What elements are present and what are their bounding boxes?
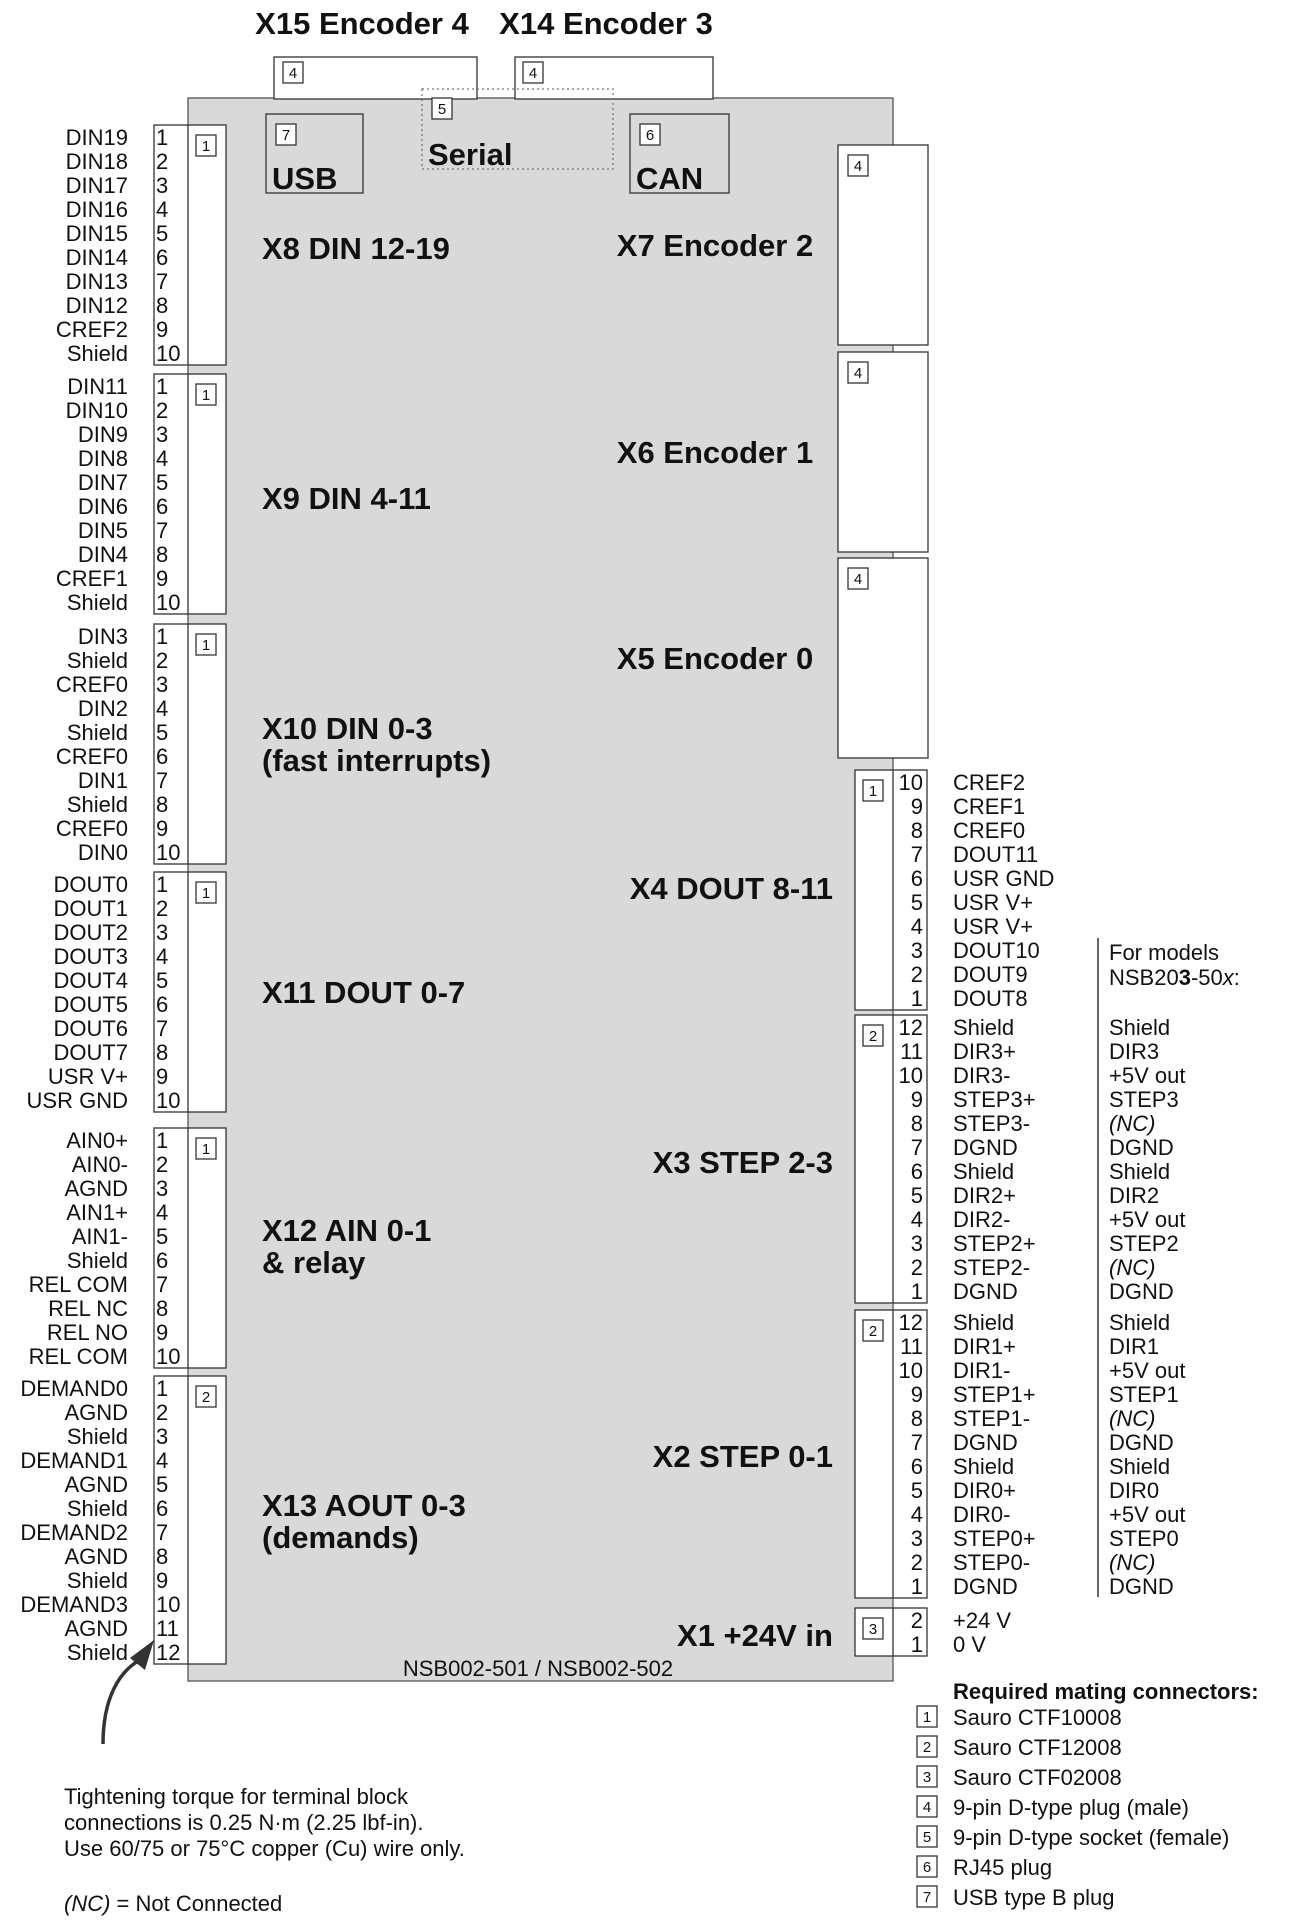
- torque-arrow-shaft: [103, 1660, 140, 1744]
- left-pin-number: 10: [156, 1344, 181, 1369]
- legend-item-text: 9-pin D-type socket (female): [953, 1825, 1230, 1850]
- alt-model-pin-label: (NC): [1109, 1111, 1156, 1136]
- left-pin-number: 2: [156, 1152, 169, 1177]
- left-pin-number: 10: [156, 1088, 181, 1113]
- left-pin-number: 4: [156, 1200, 169, 1225]
- right-pin-label: USR V+: [953, 890, 1034, 915]
- left-pin-number: 10: [156, 590, 181, 615]
- left-pin-number: 7: [156, 1272, 169, 1297]
- legend-title: Required mating connectors:: [953, 1679, 1259, 1704]
- right-pin-number: 6: [910, 1159, 923, 1184]
- legend-item-7-badge-number: 7: [922, 1889, 932, 1906]
- left-terminal-block-3-title: X10 DIN 0-3: [262, 711, 433, 746]
- left-pin-number: 4: [156, 696, 169, 721]
- top-connector-1-title: X15 Encoder 4: [255, 6, 469, 41]
- left-pin-label: DEMAND1: [20, 1448, 128, 1473]
- right-pin-number: 9: [910, 1382, 923, 1407]
- left-pin-number: 4: [156, 1448, 169, 1473]
- encoder-connector-1-title: X6 Encoder 1: [616, 435, 814, 470]
- left-pin-number: 5: [156, 221, 169, 246]
- left-terminal-block-4-type-number: 1: [201, 885, 211, 902]
- right-pin-number: 8: [910, 1111, 923, 1136]
- alt-models-note-part: -50: [1190, 965, 1223, 990]
- left-pin-label: AGND: [64, 1472, 128, 1497]
- left-pin-number: 2: [156, 149, 169, 174]
- left-terminal-block-6-type-number: 2: [201, 1389, 211, 1406]
- right-pin-label: Shield: [953, 1454, 1015, 1479]
- top-connector-2-title: X14 Encoder 3: [499, 6, 713, 41]
- right-pin-label: CREF1: [953, 794, 1026, 819]
- left-pin-label: DIN3: [77, 624, 128, 649]
- left-pin-label: DIN1: [77, 768, 128, 793]
- left-pin-label: DIN9: [77, 422, 128, 447]
- left-pin-label: REL COM: [28, 1344, 128, 1369]
- left-pin-label: DIN5: [77, 518, 128, 543]
- left-pin-label: DIN15: [65, 221, 128, 246]
- alt-model-pin-label: DIR0: [1109, 1478, 1160, 1503]
- alt-model-pin-label: (NC): [1109, 1255, 1156, 1280]
- left-pin-label: Shield: [66, 1568, 128, 1593]
- right-pin-number: 8: [910, 818, 923, 843]
- right-pin-label: DIR1-: [953, 1358, 1011, 1383]
- left-pin-number: 6: [156, 1248, 169, 1273]
- nc-note-text: = Not Connected: [110, 1891, 283, 1916]
- left-pin-number: 8: [156, 1544, 169, 1569]
- right-pin-label: CREF2: [953, 770, 1026, 795]
- right-pin-number: 10: [898, 770, 923, 795]
- serial-label: Serial: [428, 137, 513, 172]
- right-pin-number: 10: [898, 1063, 923, 1088]
- right-pin-label: DIR0+: [953, 1478, 1016, 1503]
- top-connector-2-type-number: 4: [528, 65, 538, 82]
- encoder-connector-0-title: X7 Encoder 2: [616, 228, 814, 263]
- left-pin-label: Shield: [66, 341, 128, 366]
- alt-model-pin-label: DGND: [1109, 1574, 1174, 1599]
- left-pin-number: 7: [156, 1016, 169, 1041]
- alt-model-pin-label: +5V out: [1109, 1063, 1186, 1088]
- left-pin-label: DIN18: [65, 149, 128, 174]
- left-pin-label: DIN11: [67, 374, 128, 399]
- right-pin-number: 9: [910, 1087, 923, 1112]
- left-pin-label: DIN8: [77, 446, 128, 471]
- left-pin-label: DOUT0: [53, 872, 128, 897]
- legend-item-text: 9-pin D-type plug (male): [953, 1795, 1189, 1820]
- right-pin-number: 3: [910, 1526, 923, 1551]
- usb-label: USB: [272, 161, 338, 196]
- legend-item-5-badge-number: 5: [922, 1829, 932, 1846]
- right-pin-label: +24 V: [953, 1608, 1012, 1633]
- alt-model-pin-label: DGND: [1109, 1279, 1174, 1304]
- left-pin-number: 1: [156, 1376, 169, 1401]
- right-pin-number: 1: [910, 1632, 923, 1657]
- left-pin-number: 4: [156, 446, 169, 471]
- left-pin-label: DIN0: [77, 840, 128, 865]
- left-terminal-block-1-title: X8 DIN 12-19: [262, 231, 450, 266]
- left-pin-number: 3: [156, 422, 169, 447]
- left-terminal-block-2-title: X9 DIN 4-11: [262, 481, 431, 516]
- alt-model-pin-label: DGND: [1109, 1135, 1174, 1160]
- legend-item-4-badge-number: 4: [922, 1799, 932, 1816]
- right-pin-number: 5: [910, 1183, 923, 1208]
- left-pin-label: DOUT4: [53, 968, 128, 993]
- alt-model-pin-label: STEP2: [1109, 1231, 1179, 1256]
- left-pin-number: 7: [156, 1520, 169, 1545]
- right-pin-label: DGND: [953, 1279, 1018, 1304]
- right-pin-label: DIR2+: [953, 1183, 1016, 1208]
- left-pin-number: 7: [156, 269, 169, 294]
- alt-model-pin-label: DIR3: [1109, 1039, 1160, 1064]
- left-pin-number: 9: [156, 816, 169, 841]
- right-pin-label: Shield: [953, 1015, 1015, 1040]
- serial-type-number: 5: [437, 101, 447, 118]
- left-pin-number: 5: [156, 720, 169, 745]
- legend-item-text: USB type B plug: [953, 1885, 1115, 1910]
- encoder-connector-2-type-number: 4: [853, 571, 863, 588]
- right-pin-label: STEP3+: [953, 1087, 1036, 1112]
- left-pin-label: AIN1-: [71, 1224, 128, 1249]
- left-pin-label: DIN6: [77, 494, 128, 519]
- left-pin-label: DIN7: [77, 470, 128, 495]
- left-pin-label: DOUT5: [53, 992, 128, 1017]
- alt-model-pin-label: Shield: [1109, 1310, 1171, 1335]
- right-pin-number: 6: [910, 866, 923, 891]
- alt-model-pin-label: +5V out: [1109, 1502, 1186, 1527]
- left-pin-label: DIN13: [65, 269, 128, 294]
- alt-model-pin-label: Shield: [1109, 1159, 1171, 1184]
- right-terminal-block-4-title: X1 +24V in: [677, 1618, 833, 1653]
- torque-note-line: Tightening torque for terminal block: [64, 1784, 409, 1809]
- left-terminal-block-5-title: & relay: [262, 1245, 366, 1280]
- left-pin-label: DIN17: [65, 173, 128, 198]
- left-pin-number: 2: [156, 896, 169, 921]
- right-pin-label: DOUT11: [953, 842, 1039, 867]
- alt-model-pin-label: +5V out: [1109, 1358, 1186, 1383]
- left-pin-number: 1: [156, 125, 169, 150]
- right-pin-label: CREF0: [953, 818, 1026, 843]
- left-pin-label: DEMAND2: [20, 1520, 128, 1545]
- right-pin-label: STEP0-: [953, 1550, 1031, 1575]
- left-pin-number: 1: [156, 624, 169, 649]
- left-pin-number: 10: [156, 1592, 181, 1617]
- right-pin-number: 4: [910, 1207, 923, 1232]
- left-pin-number: 9: [156, 1320, 169, 1345]
- left-pin-label: AGND: [64, 1400, 128, 1425]
- right-pin-label: DIR1+: [953, 1334, 1016, 1359]
- left-pin-number: 5: [156, 470, 169, 495]
- alt-model-pin-label: (NC): [1109, 1550, 1156, 1575]
- left-pin-label: Shield: [66, 590, 128, 615]
- left-pin-number: 3: [156, 672, 169, 697]
- left-pin-number: 6: [156, 245, 169, 270]
- left-pin-label: DIN16: [65, 197, 128, 222]
- encoder-connector-0-type-number: 4: [853, 158, 863, 175]
- legend-item-text: RJ45 plug: [953, 1855, 1053, 1880]
- left-terminal-block-3-title: (fast interrupts): [262, 743, 492, 778]
- right-pin-number: 7: [910, 1430, 923, 1455]
- left-pin-label: DIN2: [77, 696, 128, 721]
- left-pin-label: Shield: [66, 1640, 128, 1665]
- left-pin-number: 2: [156, 1400, 169, 1425]
- model-number: NSB002-501 / NSB002-502: [402, 1656, 674, 1681]
- legend-item-6-badge-number: 6: [922, 1859, 932, 1876]
- alt-model-pin-label: (NC): [1109, 1406, 1156, 1431]
- right-pin-number: 5: [910, 890, 923, 915]
- alt-model-pin-label: DIR1: [1109, 1334, 1160, 1359]
- left-pin-label: REL NC: [48, 1296, 128, 1321]
- right-pin-label: STEP1-: [953, 1406, 1031, 1431]
- right-terminal-block-3-type-number: 2: [868, 1323, 878, 1340]
- right-pin-label: STEP1+: [953, 1382, 1036, 1407]
- left-pin-number: 7: [156, 768, 169, 793]
- left-pin-label: DOUT6: [53, 1016, 128, 1041]
- left-pin-number: 1: [156, 872, 169, 897]
- alt-models-note-part: NSB20: [1109, 965, 1179, 990]
- left-pin-number: 2: [156, 648, 169, 673]
- alt-model-pin-label: DIR2: [1109, 1183, 1160, 1208]
- right-pin-number: 4: [910, 1502, 923, 1527]
- legend-item-1-badge-number: 1: [922, 1709, 932, 1726]
- alt-model-pin-label: Shield: [1109, 1015, 1171, 1040]
- left-pin-label: DOUT7: [53, 1040, 128, 1065]
- left-pin-number: 1: [156, 374, 169, 399]
- right-pin-number: 7: [910, 1135, 923, 1160]
- top-connector-1-type-number: 4: [288, 65, 298, 82]
- left-pin-number: 6: [156, 744, 169, 769]
- right-pin-number: 1: [910, 1574, 923, 1599]
- left-pin-number: 5: [156, 1472, 169, 1497]
- right-pin-number: 9: [910, 794, 923, 819]
- left-pin-number: 6: [156, 992, 169, 1017]
- left-pin-label: DOUT3: [53, 944, 128, 969]
- left-pin-label: Shield: [66, 1496, 128, 1521]
- left-pin-number: 4: [156, 944, 169, 969]
- right-pin-label: STEP3-: [953, 1111, 1031, 1136]
- alt-model-pin-label: STEP3: [1109, 1087, 1179, 1112]
- legend-item-3-badge-number: 3: [922, 1769, 932, 1786]
- left-pin-number: 8: [156, 1296, 169, 1321]
- left-pin-label: AGND: [64, 1176, 128, 1201]
- left-pin-label: AGND: [64, 1616, 128, 1641]
- can-type-number: 6: [645, 127, 655, 144]
- left-terminal-block-6-title: X13 AOUT 0-3: [262, 1488, 466, 1523]
- alt-models-note-line2: [1109, 965, 1240, 990]
- right-pin-label: STEP2-: [953, 1255, 1031, 1280]
- left-pin-number: 8: [156, 1040, 169, 1065]
- left-pin-label: Shield: [66, 1424, 128, 1449]
- left-pin-label: AIN0+: [66, 1128, 128, 1153]
- right-pin-label: STEP2+: [953, 1231, 1036, 1256]
- right-pin-number: 12: [898, 1310, 923, 1335]
- right-pin-label: DGND: [953, 1574, 1018, 1599]
- alt-models-note-part: 3: [1178, 965, 1191, 990]
- left-pin-number: 5: [156, 1224, 169, 1249]
- top-connector-1: [274, 57, 477, 99]
- right-pin-label: DOUT10: [953, 938, 1040, 963]
- left-pin-number: 3: [156, 920, 169, 945]
- right-pin-label: 0 V: [953, 1632, 987, 1657]
- right-pin-number: 1: [910, 986, 923, 1011]
- usb-type-number: 7: [281, 127, 291, 144]
- torque-note-line: Use 60/75 or 75°C copper (Cu) wire only.: [64, 1836, 465, 1861]
- right-terminal-block-3-title: X2 STEP 0-1: [652, 1439, 833, 1474]
- left-pin-label: Shield: [66, 720, 128, 745]
- left-pin-number: 9: [156, 1064, 169, 1089]
- legend-item-2-badge-number: 2: [922, 1739, 932, 1756]
- encoder-connector-2-title: X5 Encoder 0: [616, 641, 814, 676]
- left-pin-label: Shield: [66, 648, 128, 673]
- legend-item-text: Sauro CTF12008: [953, 1735, 1122, 1760]
- left-pin-label: CREF2: [55, 317, 128, 342]
- left-pin-label: CREF1: [55, 566, 128, 591]
- left-pin-label: DEMAND3: [20, 1592, 128, 1617]
- legend-item-text: Sauro CTF02008: [953, 1765, 1122, 1790]
- nc-note-abbr: (NC): [64, 1891, 111, 1916]
- right-pin-label: USR GND: [953, 866, 1055, 891]
- right-pin-number: 4: [910, 914, 923, 939]
- left-pin-number: 4: [156, 197, 169, 222]
- left-terminal-block-1-type-number: 1: [201, 138, 211, 155]
- left-pin-number: 9: [156, 566, 169, 591]
- torque-note-line: connections is 0.25 N·m (2.25 lbf-in).: [64, 1810, 424, 1835]
- right-pin-number: 2: [910, 1255, 923, 1280]
- right-pin-number: 6: [910, 1454, 923, 1479]
- alt-model-pin-label: Shield: [1109, 1454, 1171, 1479]
- left-pin-label: AIN0-: [71, 1152, 128, 1177]
- right-pin-number: 5: [910, 1478, 923, 1503]
- left-pin-label: DIN14: [65, 245, 128, 270]
- left-pin-number: 7: [156, 518, 169, 543]
- left-terminal-block-3-type-number: 1: [201, 637, 211, 654]
- left-pin-label: DIN19: [65, 125, 128, 150]
- left-pin-label: REL COM: [28, 1272, 128, 1297]
- right-pin-label: DIR3-: [953, 1063, 1011, 1088]
- encoder-connector-1-type-number: 4: [853, 365, 863, 382]
- right-pin-number: 10: [898, 1358, 923, 1383]
- alt-models-note-line1: For models: [1109, 940, 1220, 965]
- nc-note: [64, 1891, 282, 1916]
- right-terminal-block-1-type-number: 1: [868, 783, 878, 800]
- top-connector-2: [515, 57, 713, 99]
- left-pin-number: 5: [156, 968, 169, 993]
- left-pin-number: 9: [156, 1568, 169, 1593]
- left-pin-number: 11: [156, 1616, 179, 1641]
- right-pin-number: 12: [898, 1015, 923, 1040]
- right-terminal-block-2-title: X3 STEP 2-3: [652, 1145, 833, 1180]
- left-terminal-block-4-title: X11 DOUT 0-7: [262, 975, 466, 1010]
- left-pin-number: 2: [156, 398, 169, 423]
- right-terminal-block-2-type-number: 2: [868, 1028, 878, 1045]
- alt-models-note-part: x: [1222, 965, 1234, 990]
- right-pin-label: DIR2-: [953, 1207, 1011, 1232]
- left-pin-label: AGND: [64, 1544, 128, 1569]
- alt-models-note-part: :: [1233, 965, 1240, 990]
- right-pin-number: 8: [910, 1406, 923, 1431]
- right-pin-label: DIR3+: [953, 1039, 1016, 1064]
- left-pin-label: DEMAND0: [20, 1376, 128, 1401]
- right-pin-number: 11: [900, 1334, 923, 1359]
- right-pin-number: 1: [910, 1279, 923, 1304]
- right-pin-number: 2: [910, 1608, 923, 1633]
- left-pin-number: 9: [156, 317, 169, 342]
- left-terminal-block-5-type-number: 1: [201, 1141, 211, 1158]
- right-pin-label: USR V+: [953, 914, 1034, 939]
- left-pin-label: USR GND: [26, 1088, 128, 1113]
- right-pin-number: 2: [910, 962, 923, 987]
- left-pin-number: 8: [156, 293, 169, 318]
- left-pin-label: CREF0: [55, 672, 128, 697]
- can-label: CAN: [636, 161, 704, 196]
- left-terminal-block-2-type-number: 1: [201, 387, 211, 404]
- right-pin-label: Shield: [953, 1159, 1015, 1184]
- right-pin-label: DOUT9: [953, 962, 1028, 987]
- left-pin-label: DIN4: [77, 542, 128, 567]
- left-terminal-block-5-title: X12 AIN 0-1: [262, 1213, 432, 1248]
- left-pin-number: 10: [156, 341, 181, 366]
- right-terminal-block-1-title: X4 DOUT 8-11: [629, 871, 833, 906]
- left-pin-label: CREF0: [55, 816, 128, 841]
- alt-model-pin-label: DGND: [1109, 1430, 1174, 1455]
- left-pin-number: 3: [156, 1176, 169, 1201]
- left-pin-label: DIN12: [65, 293, 128, 318]
- left-pin-number: 10: [156, 840, 181, 865]
- left-pin-label: Shield: [66, 1248, 128, 1273]
- left-pin-label: REL NO: [46, 1320, 128, 1345]
- left-pin-label: DIN10: [65, 398, 128, 423]
- left-pin-number: 1: [156, 1128, 169, 1153]
- alt-model-pin-label: STEP1: [1109, 1382, 1179, 1407]
- left-pin-number: 6: [156, 494, 169, 519]
- left-pin-number: 12: [156, 1640, 181, 1665]
- right-pin-label: DIR0-: [953, 1502, 1011, 1527]
- alt-model-pin-label: STEP0: [1109, 1526, 1179, 1551]
- left-pin-number: 3: [156, 1424, 169, 1449]
- right-terminal-block-4-type-number: 3: [868, 1621, 878, 1638]
- left-pin-label: USR V+: [47, 1064, 128, 1089]
- right-pin-number: 3: [910, 938, 923, 963]
- right-pin-number: 7: [910, 842, 923, 867]
- left-pin-number: 3: [156, 173, 169, 198]
- left-pin-label: AIN1+: [66, 1200, 128, 1225]
- right-pin-label: STEP0+: [953, 1526, 1036, 1551]
- left-pin-label: DOUT1: [53, 896, 128, 921]
- right-pin-number: 11: [900, 1039, 923, 1064]
- right-pin-label: DGND: [953, 1135, 1018, 1160]
- right-pin-label: DGND: [953, 1430, 1018, 1455]
- right-pin-number: 2: [910, 1550, 923, 1575]
- left-pin-label: CREF0: [55, 744, 128, 769]
- left-pin-number: 8: [156, 542, 169, 567]
- right-pin-label: Shield: [953, 1310, 1015, 1335]
- left-pin-label: Shield: [66, 792, 128, 817]
- left-pin-number: 6: [156, 1496, 169, 1521]
- right-pin-number: 3: [910, 1231, 923, 1256]
- left-pin-label: DOUT2: [53, 920, 128, 945]
- right-pin-label: DOUT8: [953, 986, 1028, 1011]
- legend-item-text: Sauro CTF10008: [953, 1705, 1122, 1730]
- alt-model-pin-label: +5V out: [1109, 1207, 1186, 1232]
- left-pin-number: 8: [156, 792, 169, 817]
- left-terminal-block-6-title: (demands): [262, 1520, 419, 1555]
